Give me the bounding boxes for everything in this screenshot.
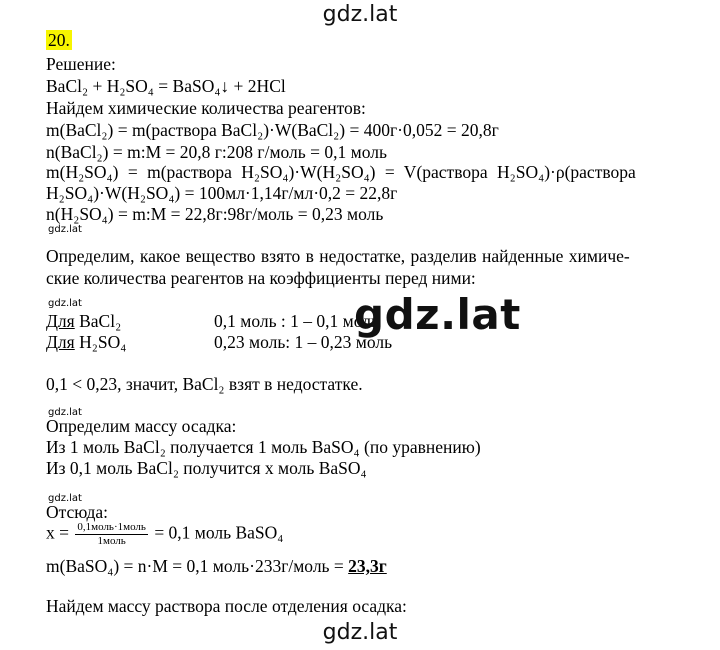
row-label: Для [46, 311, 75, 331]
row-label: Для [46, 332, 75, 352]
conclusion-line: 0,1 < 0,23, значит, BaCl₂ взят в недостатке. [46, 374, 363, 394]
text-line: ские количества реагентов на коэффициенты перед ними: [46, 268, 476, 288]
watermark-top: gdz.lat [322, 2, 398, 27]
fraction-numerator: 0,1моль·1моль [77, 521, 146, 533]
answer-line [46, 556, 387, 576]
row-value: 0,1 моль : 1 – 0,1 моль [214, 311, 379, 331]
formula-line: H₂SO₄)·W(H₂SO₄) = 100мл·1,14г/мл·0,2 = 22,8г [46, 183, 398, 203]
watermark-large: gdz.lat [354, 290, 521, 339]
formula-line: m(H₂SO₄) = m(раствора H₂SO₄)·W(H₂SO₄) = V(раствора H₂SO₄)·ρ(раствора [46, 162, 636, 182]
text-line: Определим, какое вещество взято в недостатке, разделив найденные химиче- [46, 246, 630, 266]
text-line: Из 1 моль BaCl₂ получается 1 моль BaSO₄ (по уравнению) [46, 437, 481, 457]
text-line: Найдем массу раствора после отделения осадка: [46, 596, 407, 616]
watermark-small: gdz.lat [48, 224, 82, 235]
fraction [75, 521, 148, 548]
answer-value: 23,3г [348, 556, 387, 576]
ratio-row [46, 311, 379, 331]
watermark-small: gdz.lat [48, 298, 82, 309]
reaction-equation: BaCl₂ + H₂SO₄ = BaSO₄↓ + 2HCl [46, 76, 286, 96]
task-number-line [46, 30, 72, 50]
text-line: Определим массу осадка: [46, 416, 237, 436]
text-line: Отсюда: [46, 502, 108, 522]
row-value: 0,23 моль: 1 – 0,23 моль [214, 332, 393, 352]
row-substance: BaCl₂ [74, 311, 122, 331]
text-line: Из 0,1 моль BaCl₂ получится x моль BaSO₄ [46, 458, 367, 478]
task-number: 20. [48, 30, 70, 50]
text-line: Найдем химические количества реагентов: [46, 98, 366, 118]
fraction-lhs: x = [46, 522, 69, 543]
fraction-rhs: = 0,1 моль BaSO₄ [154, 522, 284, 543]
fraction-line [46, 521, 283, 548]
answer-prefix: m(BaSO₄) = n·M = 0,1 моль·233г/моль = [46, 556, 349, 576]
formula-line: m(BaCl₂) = m(раствора BaCl₂)·W(BaCl₂) = 400г·0,052 = 20,8г [46, 120, 499, 140]
row-substance: H₂SO₄ [74, 332, 127, 352]
fraction-denominator: 1моль [97, 535, 126, 547]
ratio-row [46, 332, 393, 352]
solution-heading: Решение: [46, 54, 116, 74]
formula-line: n(H₂SO₄) = m:M = 22,8г:98г/моль = 0,23 моль [46, 204, 384, 224]
watermark-small: gdz.lat [48, 493, 82, 504]
watermark-bottom: gdz.lat [322, 620, 398, 645]
formula-line: n(BaCl₂) = m:M = 20,8 г:208 г/моль = 0,1 моль [46, 142, 387, 162]
watermark-small: gdz.lat [48, 407, 82, 418]
